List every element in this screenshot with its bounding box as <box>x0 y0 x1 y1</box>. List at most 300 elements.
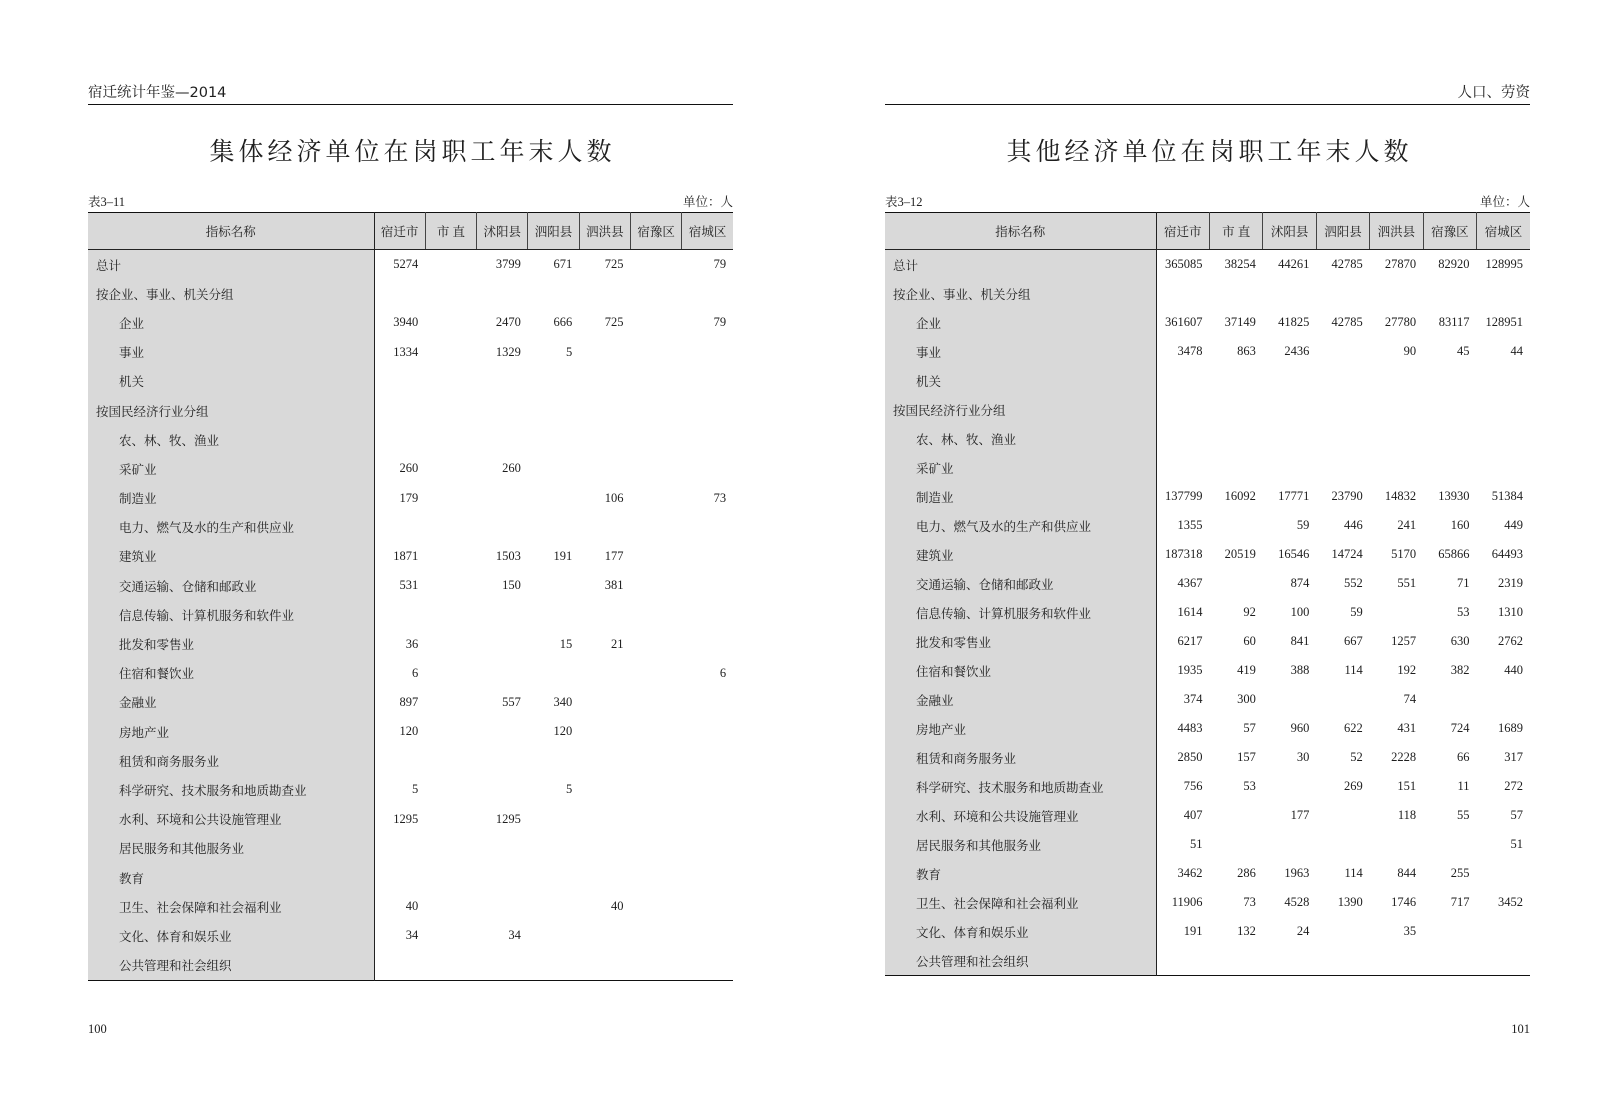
data-cell <box>374 279 425 308</box>
unit-label: 单位：人 <box>1479 195 1530 209</box>
row-label: 房地产业 <box>885 714 1156 743</box>
column-header-indicator-name: 指标名称 <box>885 213 1156 250</box>
data-cell <box>579 717 630 746</box>
data-cell <box>425 892 476 921</box>
data-cell: 5 <box>565 782 573 797</box>
data-cell <box>425 775 476 804</box>
data-cell: 13930 <box>1438 489 1470 503</box>
data-cell <box>528 513 579 542</box>
data-cell <box>425 600 476 629</box>
data-cell: 717 <box>1450 895 1470 909</box>
data-cell <box>630 863 681 892</box>
data-cell: 2762 <box>1498 634 1523 648</box>
data-cell <box>1263 453 1316 482</box>
data-cell <box>374 367 425 396</box>
data-cell <box>477 951 528 981</box>
data-cell <box>1477 859 1530 888</box>
data-cell <box>630 805 681 834</box>
row-label: 文化、体育和娱乐业 <box>88 921 374 950</box>
data-cell: 137799 <box>1165 489 1203 503</box>
data-cell: 666 <box>553 315 573 330</box>
data-cell: 83117 <box>1438 315 1470 329</box>
table-row <box>885 250 1530 280</box>
data-cell <box>682 513 733 542</box>
header-rule <box>885 104 1530 105</box>
data-cell <box>425 308 476 337</box>
data-cell: 52 <box>1350 750 1363 764</box>
data-cell: 725 <box>604 257 624 272</box>
table-row <box>88 775 733 804</box>
data-cell: 1390 <box>1337 895 1363 909</box>
data-cell <box>1156 395 1209 424</box>
data-cell <box>528 454 579 483</box>
data-cell <box>528 484 579 513</box>
table-row <box>885 946 1530 976</box>
data-cell <box>477 834 528 863</box>
data-cell: 59 <box>1350 605 1363 619</box>
data-cell <box>579 805 630 834</box>
data-cell <box>528 951 579 981</box>
data-cell: 2850 <box>1177 750 1203 764</box>
table-row <box>885 772 1530 801</box>
data-cell: 45 <box>1457 344 1470 358</box>
data-cell: 5274 <box>393 257 419 272</box>
data-cell <box>579 454 630 483</box>
data-cell <box>1477 279 1530 308</box>
row-label: 按企业、事业、机关分组 <box>885 279 1156 308</box>
table-row <box>885 540 1530 569</box>
data-cell <box>1210 946 1263 976</box>
data-cell <box>1370 946 1423 976</box>
row-label: 信息传输、计算机服务和软件业 <box>88 600 374 629</box>
data-cell: 897 <box>399 694 419 709</box>
data-cell: 1963 <box>1284 866 1310 880</box>
data-cell: 23790 <box>1331 489 1363 503</box>
table-row <box>88 863 733 892</box>
right-page <box>885 0 1530 1099</box>
data-cell: 241 <box>1397 518 1417 532</box>
row-label: 电力、燃气及水的生产和供应业 <box>88 513 374 542</box>
data-cell <box>374 951 425 981</box>
table-row <box>885 366 1530 395</box>
data-cell <box>1316 279 1369 308</box>
row-label: 采矿业 <box>885 453 1156 482</box>
data-cell <box>1370 395 1423 424</box>
data-cell <box>425 484 476 513</box>
data-cell <box>1370 366 1423 395</box>
data-cell <box>1370 453 1423 482</box>
data-cell: 92 <box>1243 605 1256 619</box>
data-cell: 724 <box>1450 721 1470 735</box>
data-cell: 40 <box>405 899 419 914</box>
column-header-sihong: 泗洪县 <box>579 213 630 250</box>
row-label: 批发和零售业 <box>88 629 374 658</box>
data-cell <box>1423 366 1476 395</box>
data-cell <box>1423 946 1476 976</box>
data-cell <box>425 834 476 863</box>
data-cell <box>682 367 733 396</box>
data-cell <box>425 659 476 688</box>
table-row <box>885 308 1530 337</box>
column-header-sihong: 泗洪县 <box>1370 213 1423 250</box>
table-row <box>88 308 733 337</box>
row-label: 租赁和商务服务业 <box>88 746 374 775</box>
data-cell: 34 <box>405 928 419 943</box>
data-cell: 114 <box>1344 866 1363 880</box>
running-head: 人口、劳资 <box>1457 85 1530 101</box>
data-cell: 100 <box>1290 605 1310 619</box>
data-cell: 73 <box>1243 895 1256 909</box>
row-label: 住宿和餐饮业 <box>88 659 374 688</box>
table-row <box>885 859 1530 888</box>
data-cell: 132 <box>1237 924 1256 938</box>
data-cell <box>630 921 681 950</box>
data-cell <box>477 484 528 513</box>
table-row <box>885 801 1530 830</box>
table-header-row <box>88 213 733 250</box>
data-cell: 71 <box>1457 576 1470 590</box>
data-cell <box>630 425 681 454</box>
data-cell: 2470 <box>495 315 521 330</box>
data-cell: 381 <box>604 578 624 593</box>
data-cell: 3452 <box>1498 895 1523 909</box>
data-cell <box>425 863 476 892</box>
data-cell: 177 <box>1290 808 1310 822</box>
data-cell: 557 <box>502 694 521 709</box>
data-cell <box>682 629 733 658</box>
table-row <box>885 743 1530 772</box>
data-cell: 160 <box>1450 518 1470 532</box>
data-cell: 5 <box>412 782 419 797</box>
row-label: 卫生、社会保障和社会福利业 <box>885 888 1156 917</box>
table-row <box>88 951 733 981</box>
page-number: 100 <box>88 1022 107 1036</box>
column-header-shuyang: 沭阳县 <box>477 213 528 250</box>
data-cell: 150 <box>502 578 521 593</box>
data-cell <box>425 367 476 396</box>
row-label: 教育 <box>885 859 1156 888</box>
row-label: 教育 <box>88 863 374 892</box>
data-cell <box>1316 424 1369 453</box>
row-label: 房地产业 <box>88 717 374 746</box>
data-cell <box>1263 772 1316 801</box>
row-label: 交通运输、仓储和邮政业 <box>885 569 1156 598</box>
data-cell <box>1423 424 1476 453</box>
data-cell: 57 <box>1510 808 1523 822</box>
data-cell <box>528 863 579 892</box>
data-cell: 388 <box>1290 663 1310 677</box>
data-cell: 16546 <box>1278 547 1310 561</box>
row-label: 科学研究、技术服务和地质勘查业 <box>885 772 1156 801</box>
data-cell: 120 <box>553 724 573 739</box>
data-cell <box>630 892 681 921</box>
table-row <box>885 279 1530 308</box>
data-cell <box>630 659 681 688</box>
row-label: 水利、环境和公共设施管理业 <box>885 801 1156 830</box>
table-row <box>88 921 733 950</box>
row-label: 建筑业 <box>88 542 374 571</box>
column-header-suqian-city: 宿迁市 <box>374 213 425 250</box>
data-cell: 272 <box>1504 779 1523 793</box>
data-cell <box>528 396 579 425</box>
data-cell: 1329 <box>495 344 521 359</box>
data-cell <box>528 892 579 921</box>
table-row <box>88 367 733 396</box>
table-row <box>885 830 1530 859</box>
data-cell <box>374 425 425 454</box>
data-cell <box>630 834 681 863</box>
data-cell <box>682 396 733 425</box>
data-cell <box>1156 424 1209 453</box>
data-cell: 4528 <box>1284 895 1310 909</box>
data-cell: 3478 <box>1177 344 1203 358</box>
data-cell: 90 <box>1403 344 1417 358</box>
data-cell: 300 <box>1237 692 1256 706</box>
column-header-city-direct: 市 直 <box>1210 213 1263 250</box>
data-cell <box>1263 685 1316 714</box>
data-cell <box>374 513 425 542</box>
data-cell: 1334 <box>393 344 419 359</box>
data-cell <box>682 951 733 981</box>
row-label: 事业 <box>88 338 374 367</box>
data-cell <box>630 717 681 746</box>
data-cell <box>579 659 630 688</box>
table-row <box>88 629 733 658</box>
unit-label: 单位：人 <box>682 195 733 209</box>
data-cell <box>1210 279 1263 308</box>
data-cell <box>1477 366 1530 395</box>
data-cell <box>425 717 476 746</box>
data-cell: 1689 <box>1498 721 1523 735</box>
data-cell <box>1477 685 1530 714</box>
stats-table <box>88 212 733 981</box>
data-cell: 844 <box>1397 866 1417 880</box>
data-cell <box>630 308 681 337</box>
data-cell <box>528 279 579 308</box>
data-cell <box>425 951 476 981</box>
data-cell: 128951 <box>1485 315 1523 329</box>
data-cell <box>630 542 681 571</box>
data-cell: 440 <box>1504 663 1523 677</box>
data-cell <box>682 600 733 629</box>
data-cell <box>425 746 476 775</box>
data-cell: 177 <box>604 548 624 563</box>
data-cell <box>374 834 425 863</box>
data-cell <box>374 746 425 775</box>
data-cell <box>528 805 579 834</box>
data-cell <box>1370 598 1423 627</box>
row-label: 农、林、牧、渔业 <box>88 425 374 454</box>
row-label: 机关 <box>885 366 1156 395</box>
data-cell <box>630 513 681 542</box>
data-cell <box>682 688 733 717</box>
data-cell <box>1316 395 1369 424</box>
data-cell: 374 <box>1183 692 1203 706</box>
data-cell: 24 <box>1296 924 1310 938</box>
data-cell <box>630 396 681 425</box>
data-cell: 106 <box>604 490 624 505</box>
table-row <box>88 571 733 600</box>
data-cell: 260 <box>399 461 419 476</box>
data-cell: 6217 <box>1177 634 1203 648</box>
data-cell <box>579 513 630 542</box>
data-cell <box>528 600 579 629</box>
stats-table <box>885 212 1530 976</box>
data-cell <box>682 425 733 454</box>
row-label: 卫生、社会保障和社会福利业 <box>88 892 374 921</box>
row-label: 制造业 <box>88 484 374 513</box>
table-row <box>885 917 1530 946</box>
data-cell: 64493 <box>1491 547 1523 561</box>
data-cell <box>528 659 579 688</box>
data-cell: 20519 <box>1224 547 1256 561</box>
table-row <box>88 834 733 863</box>
table-row <box>885 424 1530 453</box>
data-cell: 671 <box>553 257 573 272</box>
table-row <box>88 425 733 454</box>
data-cell: 42785 <box>1331 257 1363 271</box>
data-cell: 286 <box>1237 866 1256 880</box>
data-cell <box>1210 424 1263 453</box>
data-cell: 382 <box>1450 663 1470 677</box>
table-row <box>885 482 1530 511</box>
data-cell: 59 <box>1296 518 1310 532</box>
table-row <box>88 454 733 483</box>
data-cell: 3799 <box>495 257 521 272</box>
data-cell <box>1210 395 1263 424</box>
data-cell: 1503 <box>495 548 521 563</box>
data-cell: 419 <box>1237 663 1256 677</box>
column-header-city-direct: 市 直 <box>425 213 476 250</box>
data-cell <box>630 629 681 658</box>
data-cell <box>1210 453 1263 482</box>
data-cell: 30 <box>1296 750 1310 764</box>
data-cell <box>579 863 630 892</box>
table-row <box>885 511 1530 540</box>
row-label: 文化、体育和娱乐业 <box>885 917 1156 946</box>
data-cell <box>1423 830 1476 859</box>
data-cell: 157 <box>1237 750 1256 764</box>
data-cell <box>682 571 733 600</box>
data-cell <box>425 454 476 483</box>
data-cell <box>682 775 733 804</box>
row-label: 机关 <box>88 367 374 396</box>
table-caption <box>885 194 1530 210</box>
data-cell <box>682 717 733 746</box>
data-cell: 51384 <box>1491 489 1523 503</box>
data-cell <box>682 542 733 571</box>
data-cell <box>477 659 528 688</box>
data-cell: 34 <box>508 928 521 943</box>
table-row <box>88 396 733 425</box>
data-cell: 1355 <box>1177 518 1203 532</box>
data-cell: 73 <box>713 490 727 505</box>
data-cell: 44261 <box>1278 257 1310 271</box>
row-label: 科学研究、技术服务和地质勘查业 <box>88 775 374 804</box>
data-cell <box>1423 453 1476 482</box>
data-cell <box>682 892 733 921</box>
data-cell: 531 <box>399 578 419 593</box>
data-cell <box>1477 946 1530 976</box>
data-cell <box>1423 685 1476 714</box>
data-cell <box>528 425 579 454</box>
data-cell <box>1477 453 1530 482</box>
data-cell: 361607 <box>1165 315 1203 329</box>
column-header-suyu: 宿豫区 <box>1423 213 1476 250</box>
data-cell: 3940 <box>393 315 419 330</box>
table-number: 表3–12 <box>885 195 923 209</box>
data-cell: 38254 <box>1224 257 1256 271</box>
data-cell: 1310 <box>1498 605 1523 619</box>
data-cell <box>682 834 733 863</box>
row-label: 电力、燃气及水的生产和供应业 <box>885 511 1156 540</box>
data-cell: 960 <box>1290 721 1310 735</box>
data-cell: 14724 <box>1331 547 1363 561</box>
data-cell: 79 <box>713 257 727 272</box>
row-label: 制造业 <box>885 482 1156 511</box>
table-row <box>885 395 1530 424</box>
table-row <box>885 714 1530 743</box>
row-label: 采矿业 <box>88 454 374 483</box>
data-cell: 340 <box>553 694 573 709</box>
table-row <box>885 337 1530 366</box>
running-head: 宿迁统计年鉴—2014 <box>88 85 227 101</box>
data-cell <box>477 775 528 804</box>
data-cell <box>579 951 630 981</box>
data-cell <box>630 454 681 483</box>
table-row <box>88 746 733 775</box>
page-title: 集体经济单位在岗职工年末人数 <box>209 137 616 166</box>
data-cell <box>425 425 476 454</box>
data-cell <box>579 834 630 863</box>
data-cell: 51 <box>1190 837 1203 851</box>
data-cell <box>1316 337 1369 366</box>
row-label: 公共管理和社会组织 <box>885 946 1156 976</box>
data-cell <box>579 746 630 775</box>
row-label: 金融业 <box>885 685 1156 714</box>
data-cell <box>1210 801 1263 830</box>
data-cell: 11 <box>1457 779 1470 793</box>
table-row <box>88 250 733 280</box>
data-cell <box>630 688 681 717</box>
data-cell: 1295 <box>393 811 419 826</box>
data-cell <box>477 279 528 308</box>
data-cell <box>1316 685 1369 714</box>
data-cell <box>374 396 425 425</box>
row-label: 批发和零售业 <box>885 627 1156 656</box>
data-cell <box>1263 946 1316 976</box>
row-label: 按企业、事业、机关分组 <box>88 279 374 308</box>
data-cell <box>1477 395 1530 424</box>
row-label: 信息传输、计算机服务和软件业 <box>885 598 1156 627</box>
data-cell: 42785 <box>1331 315 1363 329</box>
data-cell: 151 <box>1397 779 1417 793</box>
row-label: 农、林、牧、渔业 <box>885 424 1156 453</box>
row-label: 居民服务和其他服务业 <box>885 830 1156 859</box>
data-cell: 191 <box>1183 924 1203 938</box>
data-cell <box>1370 830 1423 859</box>
table-row <box>885 888 1530 917</box>
row-label: 居民服务和其他服务业 <box>88 834 374 863</box>
data-cell: 57 <box>1243 721 1256 735</box>
data-cell: 1935 <box>1177 663 1203 677</box>
row-label: 企业 <box>885 308 1156 337</box>
data-cell <box>682 746 733 775</box>
data-cell <box>630 338 681 367</box>
data-cell: 179 <box>399 490 419 505</box>
data-cell <box>477 717 528 746</box>
data-cell: 725 <box>604 315 624 330</box>
